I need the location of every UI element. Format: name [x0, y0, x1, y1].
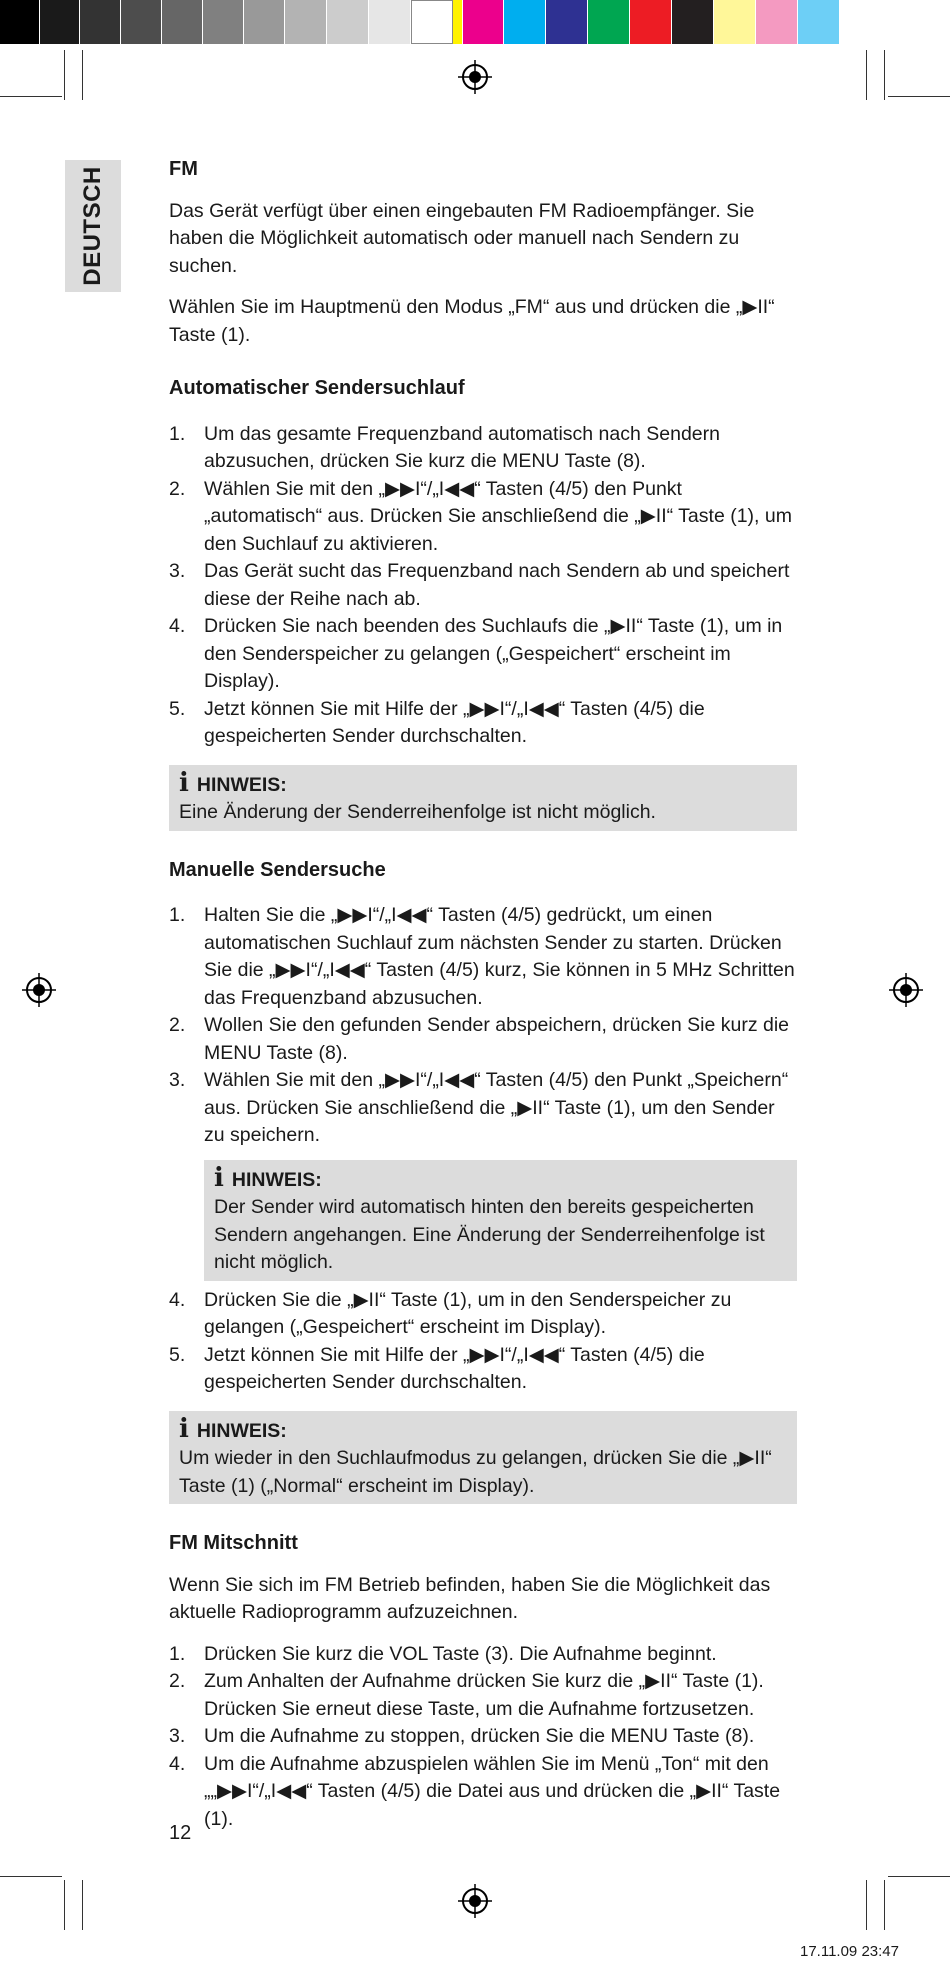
crop-mark: [64, 1880, 65, 1930]
language-tab: [65, 160, 121, 292]
crop-mark: [64, 50, 65, 100]
color-swatch: [756, 0, 798, 44]
info-icon: i: [214, 1162, 224, 1193]
list-item: 5. Jetzt können Sie mit Hilfe der „▶▶I“/„I◀◀“ Tasten (4/5) die gespeicherten Sender durchschalten.: [169, 1343, 705, 1393]
color-swatch: [80, 0, 121, 44]
color-swatch: [285, 0, 327, 44]
list-item: 2. Wählen Sie mit den „▶▶I“/„I◀◀“ Tasten (4/5) den Punkt „automatisch“ aus. Drücken Sie anschließend die „▶II“ Taste (1), um den Suchlauf zu aktivieren.: [169, 477, 792, 555]
print-timestamp: 17.11.09 23:47: [800, 1943, 899, 1960]
note-box: [169, 765, 797, 831]
color-swatch: [369, 0, 411, 44]
list-item: 5. Jetzt können Sie mit Hilfe der „▶▶I“/„I◀◀“ Tasten (4/5) die gespeicherten Sender durchschalten.: [169, 697, 705, 747]
color-swatch: [672, 0, 714, 44]
note-text: Um wieder in den Suchlaufmodus zu gelangen, drücken Sie die „▶II“ Taste (1) („Normal“ erscheint im Display).: [179, 1447, 772, 1497]
list-item: 2. Wollen Sie den gefunden Sender abspeichern, drücken Sie kurz die MENU Taste (8).: [169, 1014, 790, 1064]
registration-mark-icon: [22, 973, 56, 1007]
color-swatch: [327, 0, 369, 44]
color-swatch: [463, 0, 504, 44]
list-item: 4. Drücken Sie die „▶II“ Taste (1), um in den Senderspeicher zu gelangen („Gespeichert“ erscheint im Display).: [169, 1288, 732, 1338]
color-swatch: [798, 0, 840, 44]
paragraph: Wählen Sie im Hauptmenü den Modus „FM“ aus und drücken die „▶II“ Taste (1).: [169, 296, 775, 346]
list-item: 3. Wählen Sie mit den „▶▶I“/„I◀◀“ Tasten (4/5) den Punkt „Speichern“ aus. Drücken Sie anschließend die „▶II“ Taste (1), um den Sender zu speichern.: [169, 1069, 789, 1146]
section-title-recording: FM Mitschnitt: [169, 1532, 298, 1554]
crop-mark: [0, 96, 62, 97]
section-title-auto: Automatischer Sendersuchlauf: [169, 377, 465, 399]
crop-mark: [82, 50, 83, 100]
list-item: 3. Das Gerät sucht das Frequenzband nach Sendern ab und speichert diese der Reihe nach ab.: [169, 560, 790, 610]
color-calibration-bar: [0, 0, 840, 44]
note-heading: HINWEIS:: [196, 773, 287, 796]
list-item: 3. Um die Aufnahme zu stoppen, drücken Sie die MENU Taste (8).: [169, 1725, 755, 1747]
paragraph: Wenn Sie sich im FM Betrieb befinden, haben Sie die Möglichkeit das aktuelle Radioprogramm aufzuzeichnen.: [169, 1573, 771, 1623]
auto-steps-list: [169, 421, 797, 751]
registration-mark-icon: [458, 60, 492, 94]
color-swatch: [203, 0, 244, 44]
note-text: Eine Änderung der Senderreihenfolge ist nicht möglich.: [179, 801, 656, 823]
color-swatch: [244, 0, 285, 44]
color-swatch: [630, 0, 672, 44]
list-item: 1. Drücken Sie kurz die VOL Taste (3). Die Aufnahme beginnt.: [169, 1642, 717, 1665]
crop-mark: [884, 1880, 885, 1930]
paragraph: Das Gerät verfügt über einen eingebauten FM Radioempfänger. Sie haben die Möglichkeit automatisch oder manuell nach Sendern zu suchen.: [169, 199, 755, 277]
color-swatch: [40, 0, 80, 44]
page-number: 12: [169, 1822, 192, 1844]
list-item: 4. Drücken Sie nach beenden des Suchlaufs die „▶II“ Taste (1), um in den Senderspeicher zu gelangen („Gespeichert“ erscheint im Display).: [169, 615, 783, 692]
crop-mark: [866, 1880, 867, 1930]
note-heading: HINWEIS:: [196, 1419, 287, 1442]
registration-mark-icon: [889, 973, 923, 1007]
note-box: [169, 1411, 797, 1505]
crop-mark: [866, 50, 867, 100]
recording-steps-list: [169, 1641, 797, 1834]
section-title-manual: Manuelle Sendersuche: [169, 858, 386, 881]
color-swatch: [162, 0, 203, 44]
note-heading: HINWEIS:: [231, 1168, 322, 1191]
list-item: 4. Um die Aufnahme abzuspielen wählen Sie im Menü „Ton“ mit den „„▶▶I“/„I◀◀“ Tasten (4/5) die Datei aus und drücken die „▶II“ Taste (1).: [169, 1752, 781, 1830]
list-item: 1. Halten Sie die „▶▶I“/„I◀◀“ Tasten (4/5) gedrückt, um einen automatischen Suchlauf zum nächsten Sender zu starten. Drücken Sie die „▶▶I“/„I◀◀“ Tasten (4/5) kurz, Sie können in 5 MHz Schritten das Frequenzband abzusuchen.: [169, 904, 795, 1009]
color-swatch: [546, 0, 588, 44]
manual-steps-list-continued: [169, 1287, 797, 1397]
color-swatch: [714, 0, 756, 44]
crop-mark: [888, 1876, 950, 1877]
registration-mark-icon: [458, 1884, 492, 1918]
info-icon: i: [179, 767, 189, 798]
page-content: [169, 156, 797, 1833]
color-swatch: [121, 0, 162, 44]
crop-mark: [884, 50, 885, 100]
note-text: Der Sender wird automatisch hinten den bereits gespeicherten Sendern angehangen. Eine Änderung der Senderreihenfolge ist nicht möglich.: [214, 1196, 765, 1273]
crop-mark: [888, 96, 950, 97]
color-swatch: [588, 0, 630, 44]
manual-steps-list: [169, 902, 797, 1150]
color-swatch: [504, 0, 546, 44]
language-tab-label: DEUTSCH: [79, 166, 106, 286]
color-swatch: [411, 0, 453, 44]
list-item: 2. Zum Anhalten der Aufnahme drücken Sie kurz die „▶II“ Taste (1). Drücken Sie erneut diese Taste, um die Aufnahme fortzusetzen.: [169, 1670, 764, 1720]
color-swatch: [453, 0, 463, 44]
info-icon: i: [179, 1413, 189, 1444]
section-title-fm: FM: [169, 158, 198, 180]
list-item: 1. Um das gesamte Frequenzband automatisch nach Sendern abzusuchen, drücken Sie kurz die MENU Taste (8).: [169, 422, 720, 472]
crop-mark: [82, 1880, 83, 1930]
crop-mark: [0, 1876, 62, 1877]
color-swatch: [0, 0, 40, 44]
note-box: [204, 1160, 797, 1281]
